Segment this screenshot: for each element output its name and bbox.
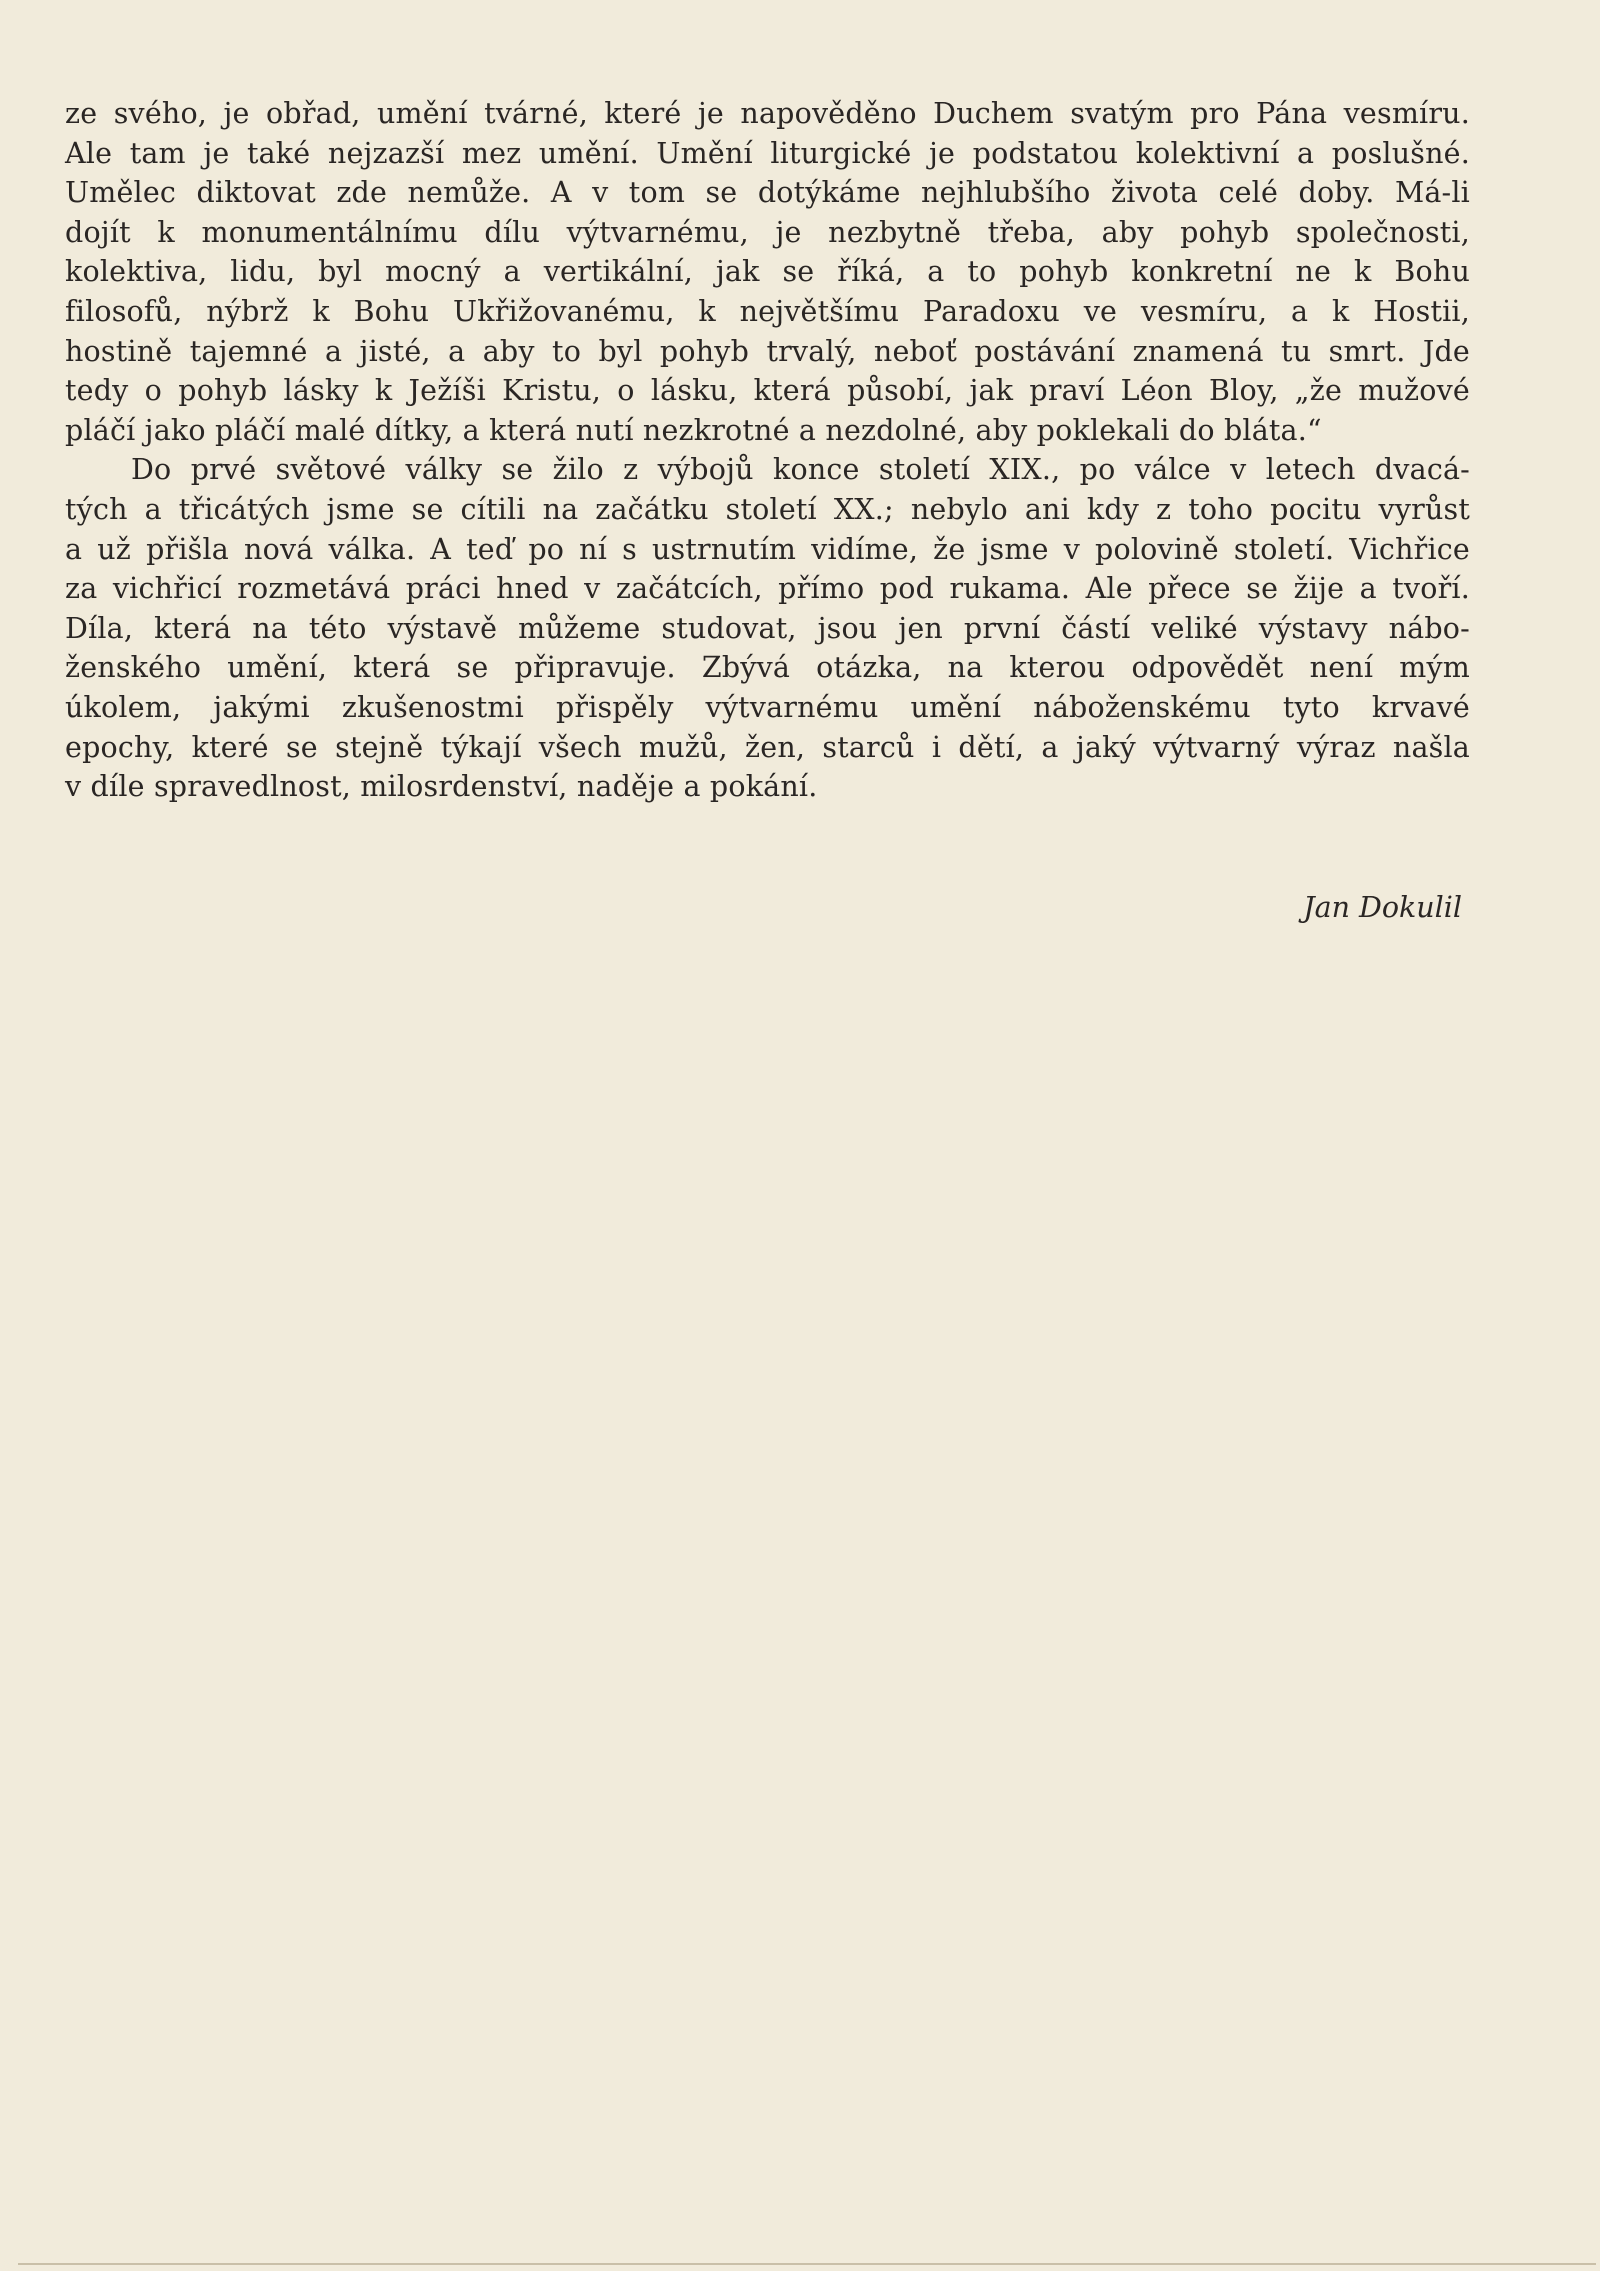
text-line: ženského umění, která se připravuje. Zbývá otázka, na kterou odpovědět není mým — [65, 651, 1470, 685]
text-line: hostině tajemné a jisté, a aby to byl pohyb trvalý, neboť postávání znamená tu smrt. Jde — [65, 334, 1470, 368]
text-line: Umělec diktovat zde nemůže. A v tom se dotýkáme nejhlubšího života celé doby. Má-li — [65, 176, 1470, 210]
page-bottom-edge — [18, 2263, 1596, 2265]
paragraph-end-line: pláčí jako pláčí malé dítky, a která nutí nezkrotné a nezdolné, aby poklekali do bláta.“ — [65, 413, 1322, 447]
text-line: Díla, která na této výstavě můžeme studovat, jsou jen první částí veliké výstavy nábo- — [65, 611, 1470, 645]
text-line: za vichřicí rozmetává práci hned v začátcích, přímo pod rukama. Ale přece se žije a tvoří. — [65, 572, 1470, 606]
text-line: úkolem, jakými zkušenostmi přispěly výtvarnému umění náboženskému tyto krvavé — [65, 690, 1470, 724]
text-line: tých a třicátých jsme se cítili na začátku století XX.; nebylo ani kdy z toho pocitu vyrůst — [65, 492, 1470, 526]
text-line: dojít k monumentálnímu dílu výtvarnému, je nezbytně třeba, aby pohyb společnosti, — [65, 215, 1470, 249]
text-line: ze svého, je obřad, umění tvárné, které je napověděno Duchem svatým pro Pána vesmíru. — [65, 97, 1470, 130]
paragraph-end-line: v díle spravedlnost, milosrdenství, naděje a pokání. — [65, 770, 818, 804]
text-line: tedy o pohyb lásky k Ježíši Kristu, o lásku, která působí, jak praví Léon Bloy, „že mužové — [65, 374, 1470, 408]
body-text — [65, 94, 1470, 807]
text-line: a už přišla nová válka. A teď po ní s ustrnutím vidíme, že jsme v polovině století. Vichřice — [65, 532, 1470, 566]
text-line: kolektiva, lidu, byl mocný a vertikální, jak se říká, a to pohyb konkretní ne k Bohu — [65, 255, 1470, 289]
text-line: Ale tam je také nejzazší mez umění. Umění liturgické je podstatou kolektivní a poslušné. — [65, 136, 1470, 170]
author-signature: Jan Dokulil — [1303, 891, 1462, 924]
text-line: filosofů, nýbrž k Bohu Ukřižovanému, k největšímu Paradoxu ve vesmíru, a k Hostii, — [65, 294, 1470, 328]
text-line: epochy, které se stejně týkají všech mužů, žen, starců i dětí, a jaký výtvarný výraz našla — [65, 730, 1470, 764]
paragraph-start-line: Do prvé světové války se žilo z výbojů konce století XIX., po válce v letech dvacá- — [131, 453, 1470, 487]
